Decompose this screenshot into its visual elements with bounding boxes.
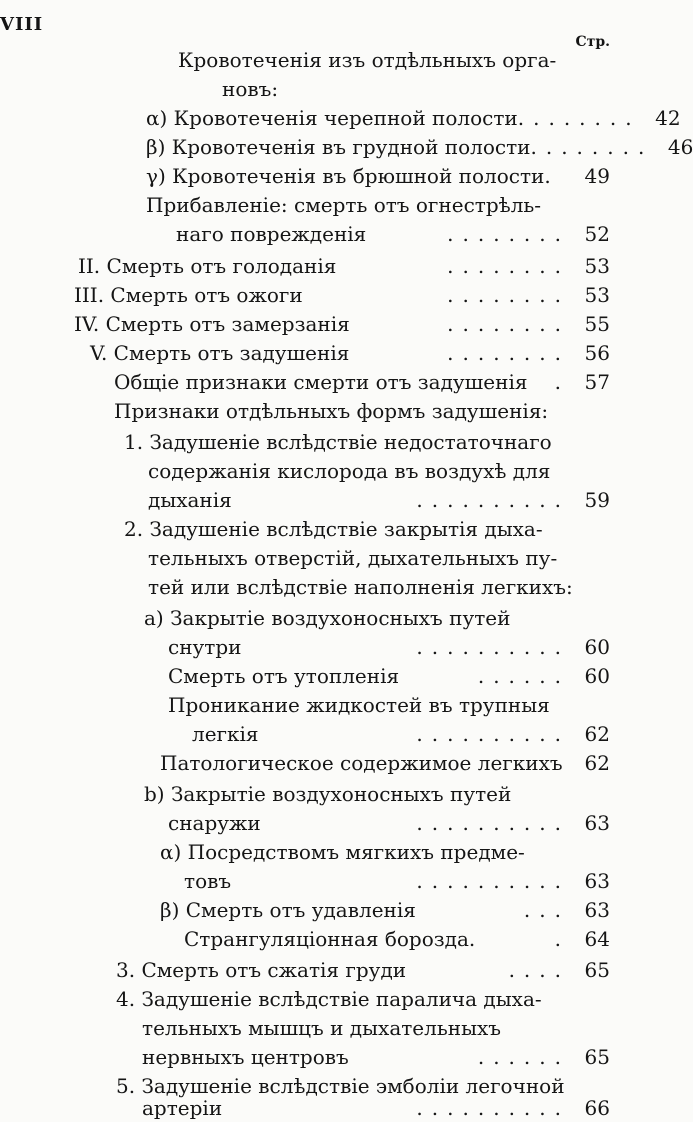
leader-dots: .... xyxy=(508,958,570,982)
leader-dots: ........ xyxy=(447,283,570,307)
page-ref: 62 xyxy=(584,751,610,775)
toc-entry: Патологическое содержимое легкихъ 62 xyxy=(160,751,610,775)
page-ref: 66 xyxy=(584,1096,610,1120)
toc-entry: 4. Задушеніе вслѣдствіе паралича дыха- xyxy=(116,987,542,1011)
toc-entry: b) Закрытіе воздухоносныхъ путей xyxy=(144,782,512,806)
page-ref: 60 xyxy=(584,635,610,659)
toc-entry: тельныхъ отверстій, дыхательныхъ пу- xyxy=(148,546,558,570)
page-ref: 49 xyxy=(584,164,610,188)
page-ref: 59 xyxy=(584,488,610,512)
toc-entry: наго поврежденія ........ 52 xyxy=(176,222,610,246)
leader-dots: ........ xyxy=(447,341,570,365)
toc-entry: тей или вслѣдствіе наполненія легкихъ: xyxy=(148,575,573,599)
page-ref: 46 xyxy=(667,135,693,159)
page-ref: 63 xyxy=(584,898,610,922)
toc-entry: Кровотеченія изъ отдѣльныхъ орга- xyxy=(178,48,557,72)
leader-dots: . xyxy=(554,370,570,394)
leader-dots: ...... xyxy=(477,1045,570,1069)
page-ref: 56 xyxy=(584,341,610,365)
toc-entry: a) Закрытіе воздухоносныхъ путей xyxy=(144,606,511,630)
toc-entry: II. Смерть отъ голоданія ........ 53 xyxy=(78,254,610,278)
page-ref: 55 xyxy=(584,312,610,336)
toc-entry: α) Кровотеченія черепной полости ........ 42 xyxy=(146,106,681,130)
toc-entry: β) Смерть отъ удавленія ... 63 xyxy=(160,898,610,922)
page-number-roman: VIII xyxy=(0,14,44,35)
toc-entry: 2. Задушеніе вслѣдствіе закрытія дыха- xyxy=(124,517,543,541)
leader-dots: ........ xyxy=(517,106,641,130)
toc-entry: снутри .......... 60 xyxy=(168,635,610,659)
leader-dots: . xyxy=(554,927,570,951)
page-ref: 42 xyxy=(655,106,681,130)
page-ref: 62 xyxy=(584,722,610,746)
toc-entry: III. Смерть отъ ожоги ........ 53 xyxy=(74,283,610,307)
page-ref: 65 xyxy=(584,958,610,982)
toc-entry: артеріи .......... 66 xyxy=(142,1096,610,1120)
toc-entry: Признаки отдѣльныхъ формъ задушенія: xyxy=(114,399,549,423)
toc-entry: дыханія .......... 59 xyxy=(148,488,610,512)
toc-entry: Общіе признаки смерти отъ задушенія . 57 xyxy=(114,370,610,394)
page-ref: 64 xyxy=(584,927,610,951)
leader-dots: .......... xyxy=(416,869,570,893)
toc-entry: 5. Задушеніе вслѣдствіе эмболіи легочной xyxy=(116,1074,565,1098)
leader-dots: ...... xyxy=(477,664,570,688)
toc-entry: Смерть отъ утопленія ...... 60 xyxy=(168,664,610,688)
page-ref: 63 xyxy=(584,869,610,893)
page-ref: 57 xyxy=(584,370,610,394)
toc-entry: товъ .......... 63 xyxy=(184,869,610,893)
toc-entry: IV. Смерть отъ замерзанія ........ 55 xyxy=(74,312,610,336)
toc-entry: Странгуляціонная борозда. . 64 xyxy=(184,927,610,951)
toc-entry: снаружи .......... 63 xyxy=(168,811,610,835)
leader-dots: ........ xyxy=(530,135,654,159)
page-ref: 65 xyxy=(584,1045,610,1069)
toc-entry: 1. Задушеніе вслѣдствіе недостаточнаго xyxy=(124,430,552,454)
toc-entry: α) Посредствомъ мягкихъ предме- xyxy=(160,840,525,864)
leader-dots: .......... xyxy=(416,811,570,835)
toc-entry: легкія .......... 62 xyxy=(192,722,610,746)
leader-dots: ........ xyxy=(447,222,570,246)
toc-entry: γ) Кровотеченія въ брюшной полости. 49 xyxy=(146,164,610,188)
leader-dots: ... xyxy=(523,898,570,922)
toc-entry: новъ: xyxy=(222,77,279,101)
page-column-label: Стр. xyxy=(575,34,610,50)
leader-dots: .......... xyxy=(416,722,570,746)
toc-entry: V. Смерть отъ задушенія ........ 56 xyxy=(90,341,610,365)
leader-dots: ........ xyxy=(447,312,570,336)
page-ref: 60 xyxy=(584,664,610,688)
toc-entry: Прибавленіе: смерть отъ огнестрѣль- xyxy=(146,193,542,217)
leader-dots: ........ xyxy=(447,254,570,278)
page-ref: 53 xyxy=(584,283,610,307)
leader-dots: .......... xyxy=(416,1096,570,1120)
page-ref: 53 xyxy=(584,254,610,278)
leader-dots: .......... xyxy=(416,635,570,659)
toc-entry: содержанія кислорода въ воздухѣ для xyxy=(148,459,551,483)
page-ref: 52 xyxy=(584,222,610,246)
toc-entry: β) Кровотеченія въ грудной полости ........ 46 xyxy=(146,135,693,159)
toc-entry: тельныхъ мышцъ и дыхательныхъ xyxy=(142,1016,501,1040)
toc-entry: нервныхъ центровъ ...... 65 xyxy=(142,1045,610,1069)
toc-entry: Проникание жидкостей въ трупныя xyxy=(168,693,550,717)
toc-entry: 3. Смерть отъ сжатія груди .... 65 xyxy=(116,958,610,982)
page-ref: 63 xyxy=(584,811,610,835)
leader-dots: .......... xyxy=(416,488,570,512)
